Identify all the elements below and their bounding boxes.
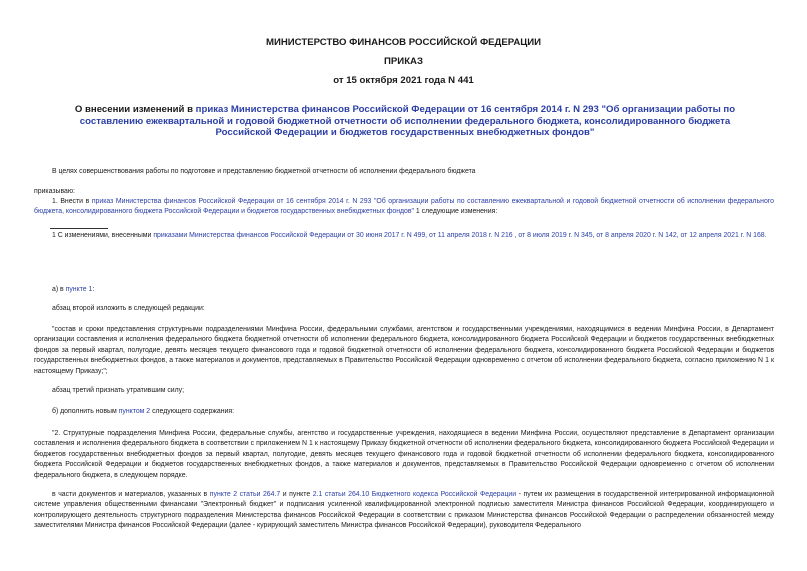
item-1-tail: 1 следующие изменения: [415, 208, 498, 216]
document-type: ПРИКАЗ [384, 56, 423, 67]
last-link-1[interactable]: пункте 2 статьи 264.7 [209, 491, 281, 498]
title-intro: О внесении изменений в [74, 104, 193, 115]
subitem-a-link[interactable]: пункте 1 [65, 286, 93, 293]
subitem-b-tail: следующего содержания: [152, 408, 235, 415]
paragraph-last [34, 490, 774, 532]
item-1-link[interactable]: приказ Министерства финансов Российской Федерации от 16 сентября 2014 г. N 293 "Об организации работы по составлению ежеквартальной и годовой бюджетной отчетности об исполнении федерального бюджета, консолидированного бюджета Российской Федерации и бюджетов государственных внебюджетных фондов" [34, 198, 774, 216]
footnote-divider [50, 228, 108, 229]
order-word: приказываю: [34, 188, 75, 195]
quote-2: "2. Структурные подразделения Минфина России, федеральные службы, агентство и государственные учреждения, находящиеся в ведении Минфина России, осуществляют представление в Департамент организации составления и исполнения федерального бюджета в соответствии с приложением N 1 к настоящему Приказу бюджетной отчетности об исполнении федерального бюджета, консолидированного бюджета Российской Федерации и бюджетов государственных внебюджетных фондов за первый квартал, полугодие, девять месяцев текущего финансового года и годовой бюджетной отчетности об исполнении федерального бюджета, консолидированного бюджета Российской Федерации и бюджетов государственных внебюджетных фондов, а также материалов и документов, представляемых в Правительство Российской Федерации одновременно с отчетом об исполнении федерального бюджета, в следующем порядке. [34, 430, 774, 479]
subitem-b-link[interactable]: пунктом 2 [118, 408, 151, 415]
item-1-intro: 1. Внести в [52, 198, 90, 205]
paragraph-abzac-3: абзац третий признать утратившим силу; [52, 387, 185, 394]
document-title [60, 104, 750, 139]
ministry-header: МИНИСТЕРСТВО ФИНАНСОВ РОССИЙСКОЙ ФЕДЕРАЦИИ [265, 37, 542, 48]
paragraph-abzac-2: абзац второй изложить в следующей редакции: [52, 305, 205, 312]
last-tail: - путем их размещения в государственной интегрированной информационной системе управления общественными финансами "Электронный бюджет" и подписания усиленной квалифицированной электронной подписью заместителя Министра финансов Российской Федерации, координирующего и контролирующего деятельность структурного подразделения Министерства финансов Российской Федерации в соответствии с приказом Министерства финансов Российской Федерации о распределении обязанностей между заместителями Министра финансов Российской Федерации (далее - курирующий заместитель Министра финансов Российской Федерации), руководителя Федерального [34, 491, 775, 530]
last-intro: в части документов и материалов, указанных в [52, 491, 208, 498]
last-link-2[interactable]: 2.1 статьи 264.10 Бюджетного кодекса Российской Федерации [312, 491, 517, 498]
item-1 [34, 197, 774, 218]
subitem-a-tail: : [92, 286, 95, 293]
footnote [34, 231, 774, 241]
quote-1: "состав и сроки представления структурными подразделениями Минфина России, федеральными службами, агентством и государственными учреждениями, находящимися в ведении Минфина России, в Департамент организации составления и исполнения федерального бюджета бюджетной отчетности об исполнении федерального бюджета, консолидированного бюджета Российской Федерации и бюджетов государственных внебюджетных фондов за первый квартал, полугодие, девять месяцев текущего финансового года и годовой бюджетной отчетности об исполнении федерального бюджета, консолидированного бюджета Российской Федерации и бюджетов государственных внебюджетных фондов, а также материалов и документов, представляемых в Правительство Российской Федерации одновременно с отчетом об исполнении федерального бюджета, согласно приложению N 1 к настоящему Приказу;"; [34, 326, 774, 375]
footnote-link[interactable]: приказами Министерства финансов Российской Федерации от 30 июня 2017 г. N 499, от 11 апреля 2018 г. N 216 , от 8 июля 2019 г. N 345, от 8 апреля 2020 г. N 142, от 12 апреля 2021 г. N 168. [153, 232, 767, 239]
subitem-b [34, 407, 774, 417]
preamble: В целях совершенствования работы по подготовке и представлению бюджетной отчетности об исполнении федерального бюджета [52, 168, 476, 175]
subitem-b-intro: б) дополнить новым [52, 408, 117, 415]
footnote-marker: 1 [52, 232, 56, 239]
title-link[interactable]: приказ Министерства финансов Российской Федерации от 16 сентября 2014 г. N 293 "Об организации работы по составлению ежеквартальной и годовой бюджетной отчетности об исполнении федерального бюджета, консолидированного бюджета Российской Федерации и бюджетов государственных внебюджетных фондов" [79, 104, 736, 138]
subitem-a [34, 285, 774, 295]
last-mid: и пункте [282, 491, 311, 498]
footnote-intro: С изменениями, внесенными [57, 232, 152, 239]
document-date-number: от 15 октября 2021 года N 441 [333, 75, 474, 86]
subitem-a-intro: а) в [52, 286, 64, 293]
